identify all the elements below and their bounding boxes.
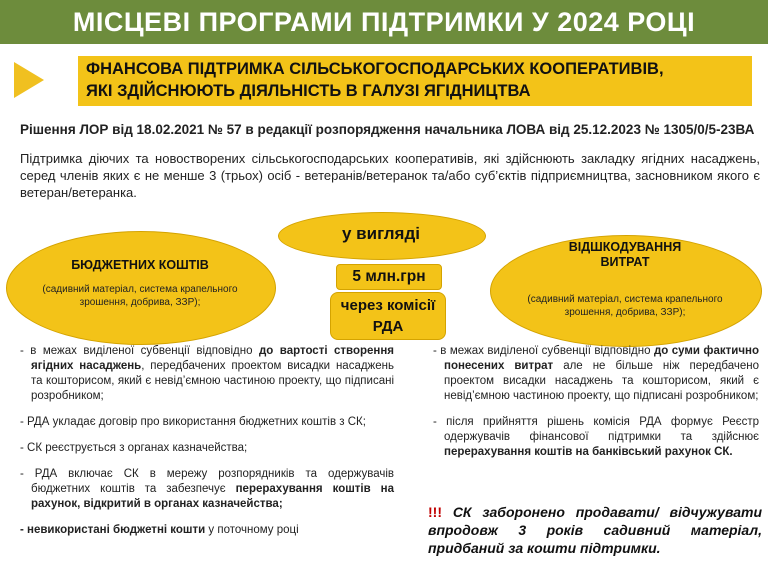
- list-item-emphasis: до вартості створення ягідних насаджень: [31, 345, 394, 372]
- budget-funds-note: (садивний матеріал, система крапельного зрошення, добрива, ЗЗР);: [42, 284, 238, 308]
- list-item-emphasis: до суми фактично понесених витрат: [444, 345, 759, 372]
- list-item-text: але не більше ніж передбачено проектом висадки насаджень та кошторисом, який є невід’ємною частиною проекту, що підписані розробником;: [444, 360, 759, 402]
- list-item-emphasis: - невикористані бюджетні кошти: [20, 524, 206, 536]
- commission-line-2: РДА: [372, 318, 404, 335]
- list-item: [20, 467, 394, 512]
- list-item-text: - після прийняття рішень комісія РДА формує Реєстр одержувачів фінансової підтримки та здійснює: [433, 416, 759, 443]
- reimbursement-title-line-1: ВІДШКОДУВАННЯ: [568, 240, 682, 254]
- commission-line-1: через комісії: [340, 297, 436, 314]
- list-item: [20, 523, 394, 538]
- center-label: у вигляді: [342, 224, 420, 243]
- reimbursement-title: [540, 240, 710, 270]
- section-title-line-2: ЯКІ ЗДІЙСНЮЮТЬ ДІЯЛЬНІСТЬ В ГАЛУЗІ ЯГІДНИЦТВА: [86, 82, 531, 100]
- page-title: МІСЦЕВІ ПРОГРАМИ ПІДТРИМКИ У 2024 РОЦІ: [72, 7, 696, 37]
- list-item-text: - СК реєструється з органах казначейства;: [20, 442, 248, 454]
- list-item: [20, 415, 394, 430]
- list-item: [20, 441, 394, 456]
- section-title: [86, 58, 750, 102]
- arrow-right-icon: [14, 62, 44, 98]
- budget-funds-list: [20, 344, 394, 549]
- warning-text: СК заборонено продавати/ відчужувати впродовж 3 років садивний матеріал, придбаний за кошти підтримки.: [428, 504, 762, 556]
- list-item-text: - в межах виділеної субвенції відповідно: [20, 345, 259, 357]
- reimbursement-list: [433, 344, 759, 471]
- list-item-text: - РДА включає СК в мережу розпорядників та одержувачів бюджетних коштів та забезпечує: [20, 468, 394, 495]
- reimbursement-title-line-2: ВИТРАТ: [600, 255, 650, 269]
- decision-reference: Рішення ЛОР від 18.02.2021 № 57 в редакції розпорядження начальника ЛОВА від 25.12.2023 № 1305/0/5-23ВА: [20, 122, 755, 137]
- list-item-text: у поточному році: [205, 524, 299, 536]
- budget-funds-title: БЮДЖЕТНИХ КОШТІВ: [71, 258, 209, 272]
- list-item: [433, 415, 759, 460]
- section-title-line-1: ФНАНСОВА ПІДТРИМКА СІЛЬСЬКОГОСПОДАРСЬКИХ КООПЕРАТИВІВ,: [86, 60, 664, 78]
- list-item-text: , передбачених проектом висадки насаджень та кошторисом, який є невід’ємною частиною проекту, що підписані розробником;: [31, 360, 394, 402]
- list-item-emphasis: перерахування коштів на банківський рахунок СК.: [444, 446, 733, 458]
- list-item-text: - РДА укладає договір про використання бюджетних коштів з СК;: [20, 416, 366, 428]
- list-item: [20, 344, 394, 404]
- list-item: [433, 344, 759, 404]
- reimbursement-note: (садивний матеріал, система крапельного зрошення, добрива, ЗЗР);: [527, 294, 723, 318]
- warning-note: [428, 503, 762, 557]
- list-item-emphasis: перерахування коштів на рахунок, відкритий в органах казначейства;: [31, 483, 394, 510]
- warning-icon: !!!: [428, 504, 442, 520]
- commission-box: [330, 292, 446, 340]
- list-item-text: - в межах виділеної субвенції відповідно: [433, 345, 654, 357]
- support-description: Підтримка діючих та новостворених сільськогосподарських кооперативів, які здійснюють закладку ягідних насаджень, серед членів яких є не менше 3 (трьох) осіб - ветеранів/ветеранок та/або суб’єктів підприємництва, засновником якого є ветеран/ветеранка.: [20, 151, 760, 200]
- amount-box: 5 млн.грн: [336, 264, 442, 290]
